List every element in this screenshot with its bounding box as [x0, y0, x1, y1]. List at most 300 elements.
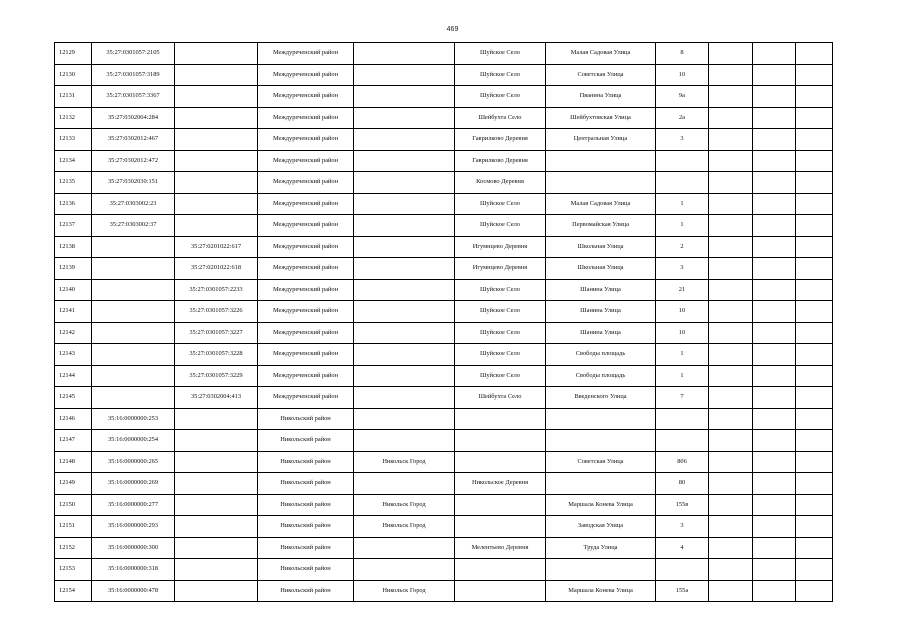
- extra-cell-2: [753, 430, 796, 452]
- table-row: [55, 537, 833, 559]
- row-number-cell: 12147: [55, 430, 92, 452]
- cadastral-number-cell: 35:27:0301057:2105: [92, 43, 175, 65]
- cadastral-number-cell: 35:16:0000000:269: [92, 473, 175, 495]
- city-cell: [354, 387, 455, 409]
- extra-cell-1: [709, 43, 753, 65]
- house-number-cell: 155в: [656, 494, 709, 516]
- extra-cell-2: [753, 451, 796, 473]
- related-cadastral-number-cell: [175, 537, 258, 559]
- settlement-cell: Мелентьево Деревня: [455, 537, 546, 559]
- row-number-cell: 12150: [55, 494, 92, 516]
- district-cell: Междуреченский район: [258, 129, 354, 151]
- row-number-cell: 12130: [55, 64, 92, 86]
- cadastral-number-cell: 35:27:0303002:23: [92, 193, 175, 215]
- extra-cell-2: [753, 516, 796, 538]
- table-row: [55, 301, 833, 323]
- city-cell: [354, 172, 455, 194]
- street-cell: Труда Улица: [546, 537, 656, 559]
- house-number-cell: [656, 150, 709, 172]
- row-number-cell: 12141: [55, 301, 92, 323]
- settlement-cell: [455, 559, 546, 581]
- settlement-cell: [455, 430, 546, 452]
- related-cadastral-number-cell: [175, 215, 258, 237]
- street-cell: Маршала Конева Улица: [546, 580, 656, 602]
- settlement-cell: Шуйское Село: [455, 64, 546, 86]
- extra-cell-2: [753, 193, 796, 215]
- row-number-cell: 12136: [55, 193, 92, 215]
- extra-cell-1: [709, 580, 753, 602]
- table-row: [55, 107, 833, 129]
- related-cadastral-number-cell: [175, 559, 258, 581]
- row-number-cell: 12134: [55, 150, 92, 172]
- city-cell: [354, 236, 455, 258]
- settlement-cell: [455, 516, 546, 538]
- extra-cell-3: [796, 150, 833, 172]
- related-cadastral-number-cell: [175, 430, 258, 452]
- city-cell: [354, 215, 455, 237]
- cadastral-number-cell: 35:16:0000000:277: [92, 494, 175, 516]
- table-row: [55, 236, 833, 258]
- extra-cell-2: [753, 64, 796, 86]
- table-row: [55, 129, 833, 151]
- house-number-cell: 1: [656, 365, 709, 387]
- extra-cell-1: [709, 387, 753, 409]
- extra-cell-2: [753, 365, 796, 387]
- city-cell: [354, 107, 455, 129]
- extra-cell-1: [709, 516, 753, 538]
- street-cell: Свободы площадь: [546, 365, 656, 387]
- extra-cell-1: [709, 258, 753, 280]
- district-cell: Междуреченский район: [258, 236, 354, 258]
- extra-cell-2: [753, 86, 796, 108]
- row-number-cell: 12148: [55, 451, 92, 473]
- house-number-cell: 80: [656, 473, 709, 495]
- extra-cell-2: [753, 494, 796, 516]
- related-cadastral-number-cell: [175, 172, 258, 194]
- extra-cell-2: [753, 559, 796, 581]
- city-cell: [354, 129, 455, 151]
- district-cell: Междуреченский район: [258, 86, 354, 108]
- extra-cell-3: [796, 408, 833, 430]
- district-cell: Никольский район: [258, 559, 354, 581]
- street-cell: [546, 473, 656, 495]
- extra-cell-2: [753, 258, 796, 280]
- district-cell: Междуреченский район: [258, 193, 354, 215]
- settlement-cell: Никольское Деревня: [455, 473, 546, 495]
- street-cell: Малая Садовая Улица: [546, 193, 656, 215]
- settlement-cell: [455, 580, 546, 602]
- house-number-cell: 1: [656, 215, 709, 237]
- table-row: [55, 387, 833, 409]
- extra-cell-3: [796, 494, 833, 516]
- extra-cell-2: [753, 387, 796, 409]
- related-cadastral-number-cell: [175, 86, 258, 108]
- house-number-cell: 4: [656, 537, 709, 559]
- cadastral-number-cell: [92, 279, 175, 301]
- settlement-cell: Игумнцево Деревня: [455, 258, 546, 280]
- extra-cell-2: [753, 322, 796, 344]
- extra-cell-2: [753, 301, 796, 323]
- district-cell: Междуреченский район: [258, 150, 354, 172]
- related-cadastral-number-cell: [175, 150, 258, 172]
- extra-cell-3: [796, 107, 833, 129]
- extra-cell-1: [709, 150, 753, 172]
- district-cell: Междуреченский район: [258, 107, 354, 129]
- street-cell: Центральная Улица: [546, 129, 656, 151]
- cadastral-number-cell: [92, 322, 175, 344]
- settlement-cell: Космово Деревня: [455, 172, 546, 194]
- house-number-cell: [656, 408, 709, 430]
- district-cell: Никольский район: [258, 516, 354, 538]
- extra-cell-2: [753, 473, 796, 495]
- extra-cell-1: [709, 559, 753, 581]
- city-cell: [354, 86, 455, 108]
- city-cell: Никольск Город: [354, 580, 455, 602]
- extra-cell-2: [753, 580, 796, 602]
- district-cell: Междуреченский район: [258, 215, 354, 237]
- cadastral-number-cell: [92, 236, 175, 258]
- related-cadastral-number-cell: [175, 107, 258, 129]
- extra-cell-1: [709, 365, 753, 387]
- district-cell: Никольский район: [258, 451, 354, 473]
- house-number-cell: 806: [656, 451, 709, 473]
- street-cell: [546, 559, 656, 581]
- street-cell: Пванина Улица: [546, 86, 656, 108]
- settlement-cell: Шуйское Село: [455, 365, 546, 387]
- settlement-cell: Шуйское Село: [455, 43, 546, 65]
- city-cell: [354, 301, 455, 323]
- street-cell: Школьная Улица: [546, 258, 656, 280]
- row-number-cell: 12152: [55, 537, 92, 559]
- extra-cell-1: [709, 494, 753, 516]
- row-number-cell: 12133: [55, 129, 92, 151]
- house-number-cell: 8: [656, 43, 709, 65]
- page-number: 469: [446, 26, 459, 33]
- table-row: [55, 473, 833, 495]
- extra-cell-3: [796, 172, 833, 194]
- extra-cell-3: [796, 322, 833, 344]
- extra-cell-3: [796, 559, 833, 581]
- extra-cell-3: [796, 129, 833, 151]
- settlement-cell: Шуйское Село: [455, 193, 546, 215]
- extra-cell-3: [796, 215, 833, 237]
- settlement-cell: Игумнцево Деревня: [455, 236, 546, 258]
- settlement-cell: Шуйское Село: [455, 322, 546, 344]
- settlement-cell: Шуйское Село: [455, 86, 546, 108]
- extra-cell-2: [753, 150, 796, 172]
- row-number-cell: 12154: [55, 580, 92, 602]
- cadastral-number-cell: 35:16:0000000:318: [92, 559, 175, 581]
- district-cell: Междуреченский район: [258, 365, 354, 387]
- house-number-cell: 3: [656, 516, 709, 538]
- cadastral-number-cell: 35:16:0000000:254: [92, 430, 175, 452]
- settlement-cell: Шуйское Село: [455, 344, 546, 366]
- table-row: [55, 258, 833, 280]
- city-cell: [354, 430, 455, 452]
- settlement-cell: Шейбухта Село: [455, 107, 546, 129]
- house-number-cell: 9а: [656, 86, 709, 108]
- table-row: [55, 193, 833, 215]
- cadastral-number-cell: [92, 365, 175, 387]
- city-cell: [354, 258, 455, 280]
- cadastral-number-cell: 35:27:0301057:3189: [92, 64, 175, 86]
- city-cell: [354, 559, 455, 581]
- registry-table: [54, 42, 833, 602]
- row-number-cell: 12153: [55, 559, 92, 581]
- house-number-cell: 10: [656, 64, 709, 86]
- city-cell: [354, 43, 455, 65]
- extra-cell-2: [753, 43, 796, 65]
- cadastral-number-cell: 35:27:0302004:284: [92, 107, 175, 129]
- city-cell: [354, 193, 455, 215]
- city-cell: [354, 322, 455, 344]
- row-number-cell: 12131: [55, 86, 92, 108]
- extra-cell-2: [753, 172, 796, 194]
- street-cell: [546, 430, 656, 452]
- house-number-cell: 155а: [656, 580, 709, 602]
- extra-cell-1: [709, 215, 753, 237]
- city-cell: [354, 64, 455, 86]
- city-cell: [354, 408, 455, 430]
- street-cell: Шанина Улица: [546, 279, 656, 301]
- table-row: [55, 344, 833, 366]
- extra-cell-2: [753, 344, 796, 366]
- extra-cell-3: [796, 430, 833, 452]
- city-cell: [354, 365, 455, 387]
- cadastral-number-cell: [92, 387, 175, 409]
- extra-cell-1: [709, 301, 753, 323]
- city-cell: [354, 473, 455, 495]
- row-number-cell: 12149: [55, 473, 92, 495]
- extra-cell-3: [796, 64, 833, 86]
- extra-cell-1: [709, 129, 753, 151]
- street-cell: Маршала Конева Улица: [546, 494, 656, 516]
- settlement-cell: Шуйское Село: [455, 279, 546, 301]
- cadastral-number-cell: [92, 258, 175, 280]
- table-row: [55, 451, 833, 473]
- cadastral-number-cell: 35:16:0000000:265: [92, 451, 175, 473]
- row-number-cell: 12139: [55, 258, 92, 280]
- related-cadastral-number-cell: 35:27:0301057:3229: [175, 365, 258, 387]
- extra-cell-1: [709, 64, 753, 86]
- extra-cell-2: [753, 129, 796, 151]
- street-cell: [546, 408, 656, 430]
- row-number-cell: 12142: [55, 322, 92, 344]
- district-cell: Междуреченский район: [258, 64, 354, 86]
- row-number-cell: 12151: [55, 516, 92, 538]
- street-cell: Школьная Улица: [546, 236, 656, 258]
- table-row: [55, 279, 833, 301]
- table-row: [55, 430, 833, 452]
- related-cadastral-number-cell: [175, 43, 258, 65]
- extra-cell-1: [709, 344, 753, 366]
- city-cell: [354, 150, 455, 172]
- table-row: [55, 580, 833, 602]
- extra-cell-3: [796, 516, 833, 538]
- street-cell: Шанина Улица: [546, 322, 656, 344]
- extra-cell-3: [796, 236, 833, 258]
- house-number-cell: 7: [656, 387, 709, 409]
- district-cell: Междуреченский район: [258, 279, 354, 301]
- house-number-cell: 10: [656, 301, 709, 323]
- related-cadastral-number-cell: [175, 408, 258, 430]
- street-cell: Советская Улица: [546, 451, 656, 473]
- district-cell: Междуреченский район: [258, 172, 354, 194]
- table-row: [55, 365, 833, 387]
- related-cadastral-number-cell: 35:27:0201022:617: [175, 236, 258, 258]
- house-number-cell: 21: [656, 279, 709, 301]
- extra-cell-3: [796, 473, 833, 495]
- extra-cell-1: [709, 473, 753, 495]
- related-cadastral-number-cell: 35:27:0201022:618: [175, 258, 258, 280]
- extra-cell-3: [796, 86, 833, 108]
- related-cadastral-number-cell: [175, 129, 258, 151]
- street-cell: [546, 150, 656, 172]
- street-cell: Шейбухтовская Улица: [546, 107, 656, 129]
- related-cadastral-number-cell: [175, 580, 258, 602]
- street-cell: Шанина Улица: [546, 301, 656, 323]
- cadastral-number-cell: 35:27:0301057:3367: [92, 86, 175, 108]
- extra-cell-1: [709, 279, 753, 301]
- extra-cell-2: [753, 279, 796, 301]
- row-number-cell: 12143: [55, 344, 92, 366]
- extra-cell-1: [709, 408, 753, 430]
- cadastral-number-cell: 35:16:0000000:253: [92, 408, 175, 430]
- extra-cell-3: [796, 344, 833, 366]
- district-cell: Никольский район: [258, 473, 354, 495]
- extra-cell-2: [753, 107, 796, 129]
- cadastral-number-cell: [92, 301, 175, 323]
- extra-cell-2: [753, 537, 796, 559]
- related-cadastral-number-cell: [175, 473, 258, 495]
- table-row: [55, 494, 833, 516]
- row-number-cell: 12137: [55, 215, 92, 237]
- related-cadastral-number-cell: [175, 193, 258, 215]
- street-cell: Советская Улица: [546, 64, 656, 86]
- table-row: [55, 64, 833, 86]
- table-row: [55, 516, 833, 538]
- extra-cell-2: [753, 215, 796, 237]
- extra-cell-1: [709, 193, 753, 215]
- district-cell: Междуреченский район: [258, 43, 354, 65]
- row-number-cell: 12132: [55, 107, 92, 129]
- related-cadastral-number-cell: 35:27:0301057:3227: [175, 322, 258, 344]
- street-cell: [546, 172, 656, 194]
- extra-cell-2: [753, 236, 796, 258]
- table-row: [55, 322, 833, 344]
- city-cell: Никольск Город: [354, 494, 455, 516]
- cadastral-number-cell: 35:16:0000000:293: [92, 516, 175, 538]
- house-number-cell: 3: [656, 258, 709, 280]
- settlement-cell: [455, 451, 546, 473]
- cadastral-number-cell: 35:27:0302012:467: [92, 129, 175, 151]
- settlement-cell: Гаврилково Деревня: [455, 150, 546, 172]
- street-cell: Заводская Улица: [546, 516, 656, 538]
- district-cell: Междуреченский район: [258, 387, 354, 409]
- extra-cell-3: [796, 258, 833, 280]
- extra-cell-3: [796, 279, 833, 301]
- extra-cell-3: [796, 365, 833, 387]
- extra-cell-3: [796, 387, 833, 409]
- extra-cell-1: [709, 430, 753, 452]
- extra-cell-1: [709, 236, 753, 258]
- extra-cell-1: [709, 537, 753, 559]
- cadastral-number-cell: 35:27:0302012:472: [92, 150, 175, 172]
- district-cell: Никольский район: [258, 408, 354, 430]
- house-number-cell: [656, 559, 709, 581]
- cadastral-number-cell: 35:16:0000000:300: [92, 537, 175, 559]
- district-cell: Никольский район: [258, 430, 354, 452]
- city-cell: [354, 537, 455, 559]
- extra-cell-1: [709, 451, 753, 473]
- settlement-cell: Шейбухта Село: [455, 387, 546, 409]
- related-cadastral-number-cell: 35:27:0301057:3226: [175, 301, 258, 323]
- district-cell: Никольский район: [258, 494, 354, 516]
- related-cadastral-number-cell: 35:27:0301057:2233: [175, 279, 258, 301]
- house-number-cell: 10: [656, 322, 709, 344]
- district-cell: Никольский район: [258, 580, 354, 602]
- house-number-cell: [656, 172, 709, 194]
- extra-cell-3: [796, 537, 833, 559]
- registry-body: [55, 43, 833, 602]
- extra-cell-1: [709, 322, 753, 344]
- extra-cell-3: [796, 193, 833, 215]
- row-number-cell: 12144: [55, 365, 92, 387]
- house-number-cell: 3: [656, 129, 709, 151]
- table-row: [55, 172, 833, 194]
- related-cadastral-number-cell: [175, 494, 258, 516]
- city-cell: Никольск Город: [354, 451, 455, 473]
- row-number-cell: 12145: [55, 387, 92, 409]
- street-cell: Введенского Улица: [546, 387, 656, 409]
- row-number-cell: 12138: [55, 236, 92, 258]
- city-cell: [354, 344, 455, 366]
- cadastral-number-cell: [92, 344, 175, 366]
- table-row: [55, 215, 833, 237]
- extra-cell-1: [709, 107, 753, 129]
- row-number-cell: 12129: [55, 43, 92, 65]
- district-cell: Никольский район: [258, 537, 354, 559]
- related-cadastral-number-cell: 35:27:0301057:3228: [175, 344, 258, 366]
- cadastral-number-cell: 35:27:0302030:151: [92, 172, 175, 194]
- street-cell: Свободы площадь: [546, 344, 656, 366]
- city-cell: [354, 279, 455, 301]
- house-number-cell: 2: [656, 236, 709, 258]
- related-cadastral-number-cell: [175, 64, 258, 86]
- house-number-cell: 2а: [656, 107, 709, 129]
- city-cell: Никольск Город: [354, 516, 455, 538]
- row-number-cell: 12140: [55, 279, 92, 301]
- table-row: [55, 408, 833, 430]
- district-cell: Междуреченский район: [258, 301, 354, 323]
- related-cadastral-number-cell: [175, 451, 258, 473]
- table-row: [55, 43, 833, 65]
- extra-cell-3: [796, 580, 833, 602]
- district-cell: Междуреченский район: [258, 322, 354, 344]
- extra-cell-2: [753, 408, 796, 430]
- extra-cell-3: [796, 43, 833, 65]
- table-row: [55, 559, 833, 581]
- district-cell: Междуреченский район: [258, 344, 354, 366]
- extra-cell-1: [709, 86, 753, 108]
- district-cell: Междуреченский район: [258, 258, 354, 280]
- related-cadastral-number-cell: [175, 516, 258, 538]
- extra-cell-1: [709, 172, 753, 194]
- street-cell: Малая Садовая Улица: [546, 43, 656, 65]
- settlement-cell: Шуйское Село: [455, 215, 546, 237]
- extra-cell-3: [796, 301, 833, 323]
- settlement-cell: Гаврилково Деревня: [455, 129, 546, 151]
